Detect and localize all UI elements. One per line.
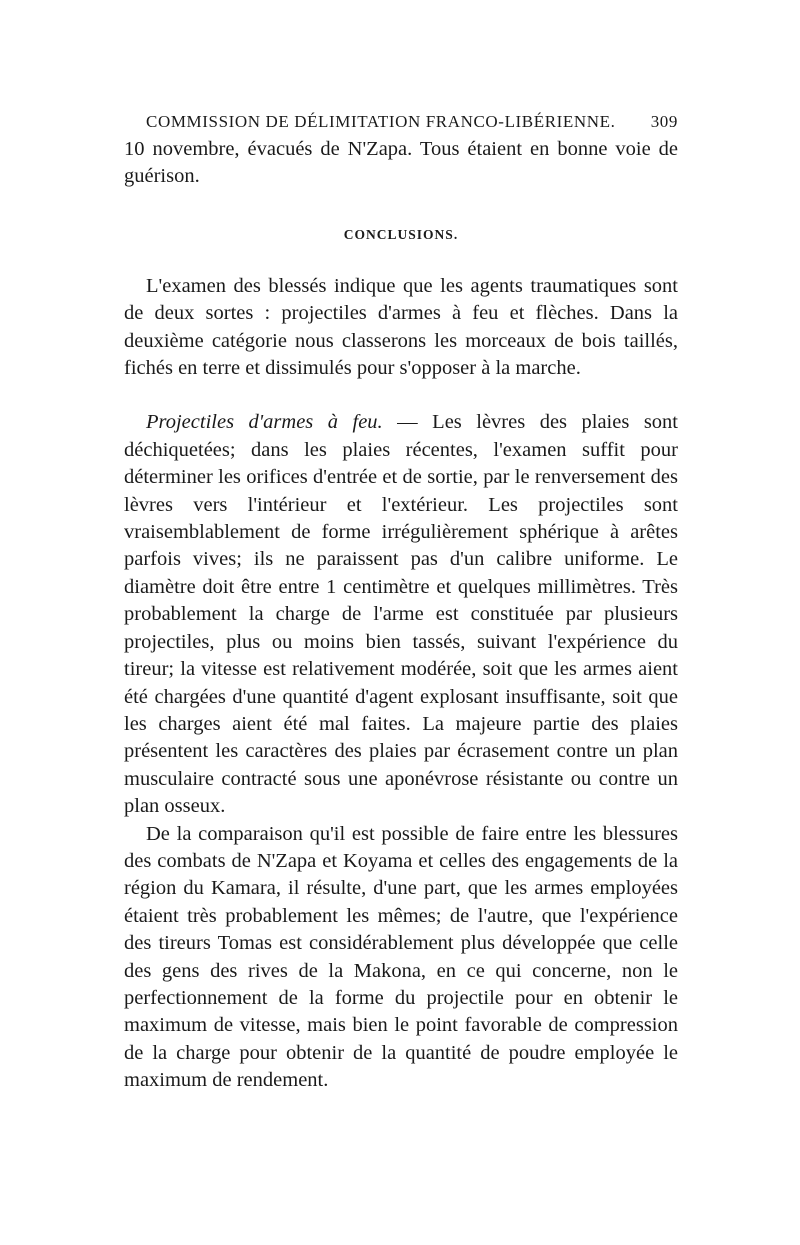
section-heading-conclusions: CONCLUSIONS. <box>343 226 459 242</box>
paragraph-comparaison: De la comparaison qu'il est possible de faire entre les blessures des combats de N'Zapa et Koyama et celles des engagements de la région du Kamara, il résulte, d'une part, que les armes employées étaient très probablement les mêmes; de l'autre, que l'expérience des tireurs Tomas est considérablement plus développée que celle des gens des rives de la Makona, en ce qui concerne, non le perfectionnement de la forme du projectile pour en obtenir le maximum de vitesse, mais bien le point favorable de compression de la charge pour obtenir de la quantité de poudre employée le maximum de rendement. <box>124 822 678 1092</box>
paragraph-projectiles <box>124 409 678 820</box>
paragraph-gap <box>124 382 678 409</box>
running-head-title: COMMISSION DE DÉLIMITATION FRANCO-LIBÉRIENNE. <box>146 112 616 131</box>
projectiles-run-in-title: Projectiles d'armes à feu. <box>146 411 383 434</box>
paragraph-continuation: 10 novembre, évacués de N'Zapa. Tous étaient en bonne voie de guérison. <box>124 138 678 188</box>
book-page <box>124 112 678 1095</box>
projectiles-body: — Les lèvres des plaies sont déchiquetées; dans les plaies récentes, l'examen suffit pour déterminer les orifices d'entrée et de sortie, par le renversement des lèvres vers l'intérieur et l'extérieur. Les projectiles sont vraisemblablement de forme irrégulièrement sphérique à arêtes parfois vives; ils ne paraissent pas d'un calibre uniforme. Le diamètre doit être entre 1 centimètre et quelques millimètres. Très probablement la charge de l'arme est constituée par plusieurs projectiles, plus ou moins bien tassés, suivant l'expérience du tireur; la vitesse est relativement modérée, soit que les armes aient été chargées d'une quantité d'agent explosant insuffisante, soit que les charges aient été mal faites. La majeure partie des plaies présentent les caractères des plaies par écrasement contre un plan musculaire contracté sous une aponévrose résistante ou contre un plan osseux. <box>124 411 678 818</box>
running-head <box>146 112 678 132</box>
paragraph-agents-traumatiques: L'examen des blessés indique que les agents traumatiques sont de deux sortes : projectiles d'armes à feu et flèches. Dans la deuxième catégorie nous classerons les morceaux de bois taillés, fichés en terre et dissimulés pour s'opposer à la marche. <box>124 274 678 380</box>
page-number: 309 <box>650 112 678 131</box>
